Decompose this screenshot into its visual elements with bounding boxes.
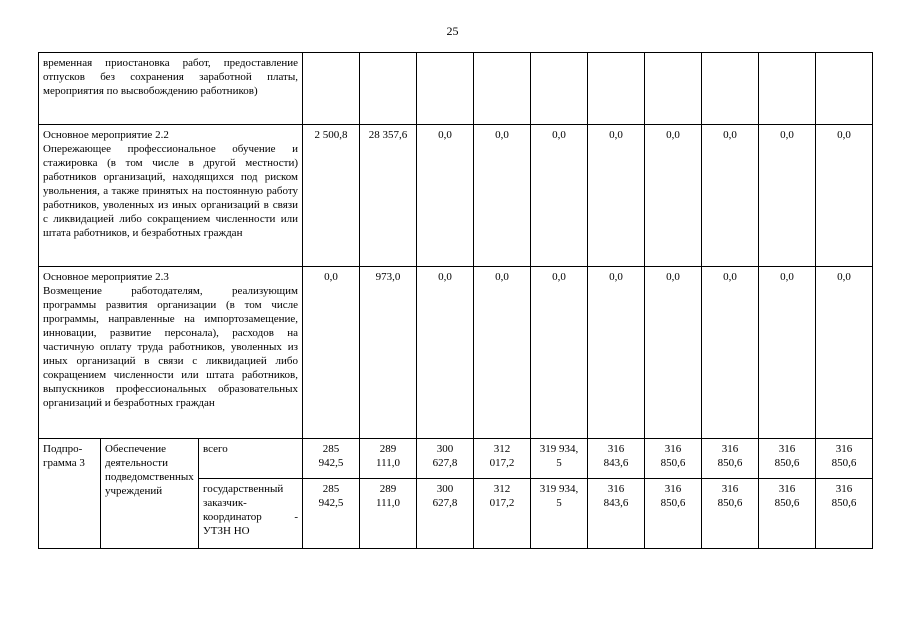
- value-cell: 312 017,2: [474, 479, 531, 549]
- value-cell: 0,0: [816, 125, 873, 267]
- value-cell: 0,0: [759, 125, 816, 267]
- budget-table: [38, 52, 873, 549]
- value-cell: 316 850,6: [702, 439, 759, 479]
- value-cell: 0,0: [417, 125, 474, 267]
- table-row: [39, 53, 873, 125]
- value-cell: 0,0: [531, 125, 588, 267]
- measure-description: [39, 125, 303, 267]
- value-cell: 289 111,0: [360, 479, 417, 549]
- value-cell: 973,0: [360, 267, 417, 439]
- page-number: 25: [446, 24, 459, 38]
- value-cell: 28 357,6: [360, 125, 417, 267]
- value-cell: 316 850,6: [816, 479, 873, 549]
- subprogram-code: Подпрограмма 3: [39, 439, 101, 549]
- value-cell: 319 934, 5: [531, 439, 588, 479]
- funding-source-label: всего: [199, 439, 303, 479]
- measure-text: Основное мероприятие 2.3 Возмещение работодателям, реализующим программы развития организации (в том числе программы, направленные на импортозамещение, инновации, развитие персонала), расходов на частичную оплату труда работников, уволенных из иных организаций в связи с ликвидацией либо сокращением численности или штата работников, выпускников профессиональных образовательных организаций и безработных граждан: [43, 271, 298, 409]
- measure-text: Основное мероприятие 2.2 Опережающее профессиональное обучение и стажировка (в том числе в другой местности) работников организаций, находящихся под риском увольнения, а также принятых на постоянную работу работников, уволенных из иных организаций в связи с ликвидацией либо сокращением численности или штата работников, и безработных граждан: [43, 129, 298, 239]
- value-cell: 289 111,0: [360, 439, 417, 479]
- value-cell: 0,0: [702, 267, 759, 439]
- value-cell: 0,0: [645, 267, 702, 439]
- value-cell: [759, 53, 816, 125]
- value-cell: 0,0: [759, 267, 816, 439]
- value-cell: 316 843,6: [588, 439, 645, 479]
- value-cell: 316 850,6: [816, 439, 873, 479]
- value-cell: 316 850,6: [759, 439, 816, 479]
- value-cell: [816, 53, 873, 125]
- measure-description: временная приостановка работ, предоставление отпусков без сохранения заработной платы, мероприятия по высвобождению работников): [39, 53, 303, 125]
- value-cell: 316 850,6: [645, 479, 702, 549]
- value-cell: 0,0: [474, 267, 531, 439]
- value-cell: 316 850,6: [702, 479, 759, 549]
- table-body: [39, 53, 873, 549]
- value-cell: 316 850,6: [645, 439, 702, 479]
- value-cell: 0,0: [645, 125, 702, 267]
- value-cell: [474, 53, 531, 125]
- table-row: [39, 267, 873, 439]
- value-cell: [417, 53, 474, 125]
- value-cell: 285 942,5: [303, 439, 360, 479]
- value-cell: 316 843,6: [588, 479, 645, 549]
- value-cell: 0,0: [531, 267, 588, 439]
- subprogram-name: Обеспечение деятельности подведомственных учреждений: [101, 439, 199, 549]
- table-row: [39, 125, 873, 267]
- value-cell: 0,0: [303, 267, 360, 439]
- value-cell: [303, 53, 360, 125]
- value-cell: 0,0: [588, 125, 645, 267]
- value-cell: 312 017,2: [474, 439, 531, 479]
- value-cell: 0,0: [588, 267, 645, 439]
- value-cell: 0,0: [417, 267, 474, 439]
- value-cell: [645, 53, 702, 125]
- funding-source-label: государственный заказчик-координатор - УТЗН НО: [199, 479, 303, 549]
- value-cell: [588, 53, 645, 125]
- measure-description: [39, 267, 303, 439]
- value-cell: [702, 53, 759, 125]
- value-cell: 319 934, 5: [531, 479, 588, 549]
- value-cell: [531, 53, 588, 125]
- value-cell: 316 850,6: [759, 479, 816, 549]
- value-cell: 0,0: [474, 125, 531, 267]
- value-cell: 300 627,8: [417, 479, 474, 549]
- value-cell: [360, 53, 417, 125]
- value-cell: 2 500,8: [303, 125, 360, 267]
- value-cell: 285 942,5: [303, 479, 360, 549]
- value-cell: 0,0: [816, 267, 873, 439]
- table-row: [39, 439, 873, 479]
- value-cell: 0,0: [702, 125, 759, 267]
- value-cell: 300 627,8: [417, 439, 474, 479]
